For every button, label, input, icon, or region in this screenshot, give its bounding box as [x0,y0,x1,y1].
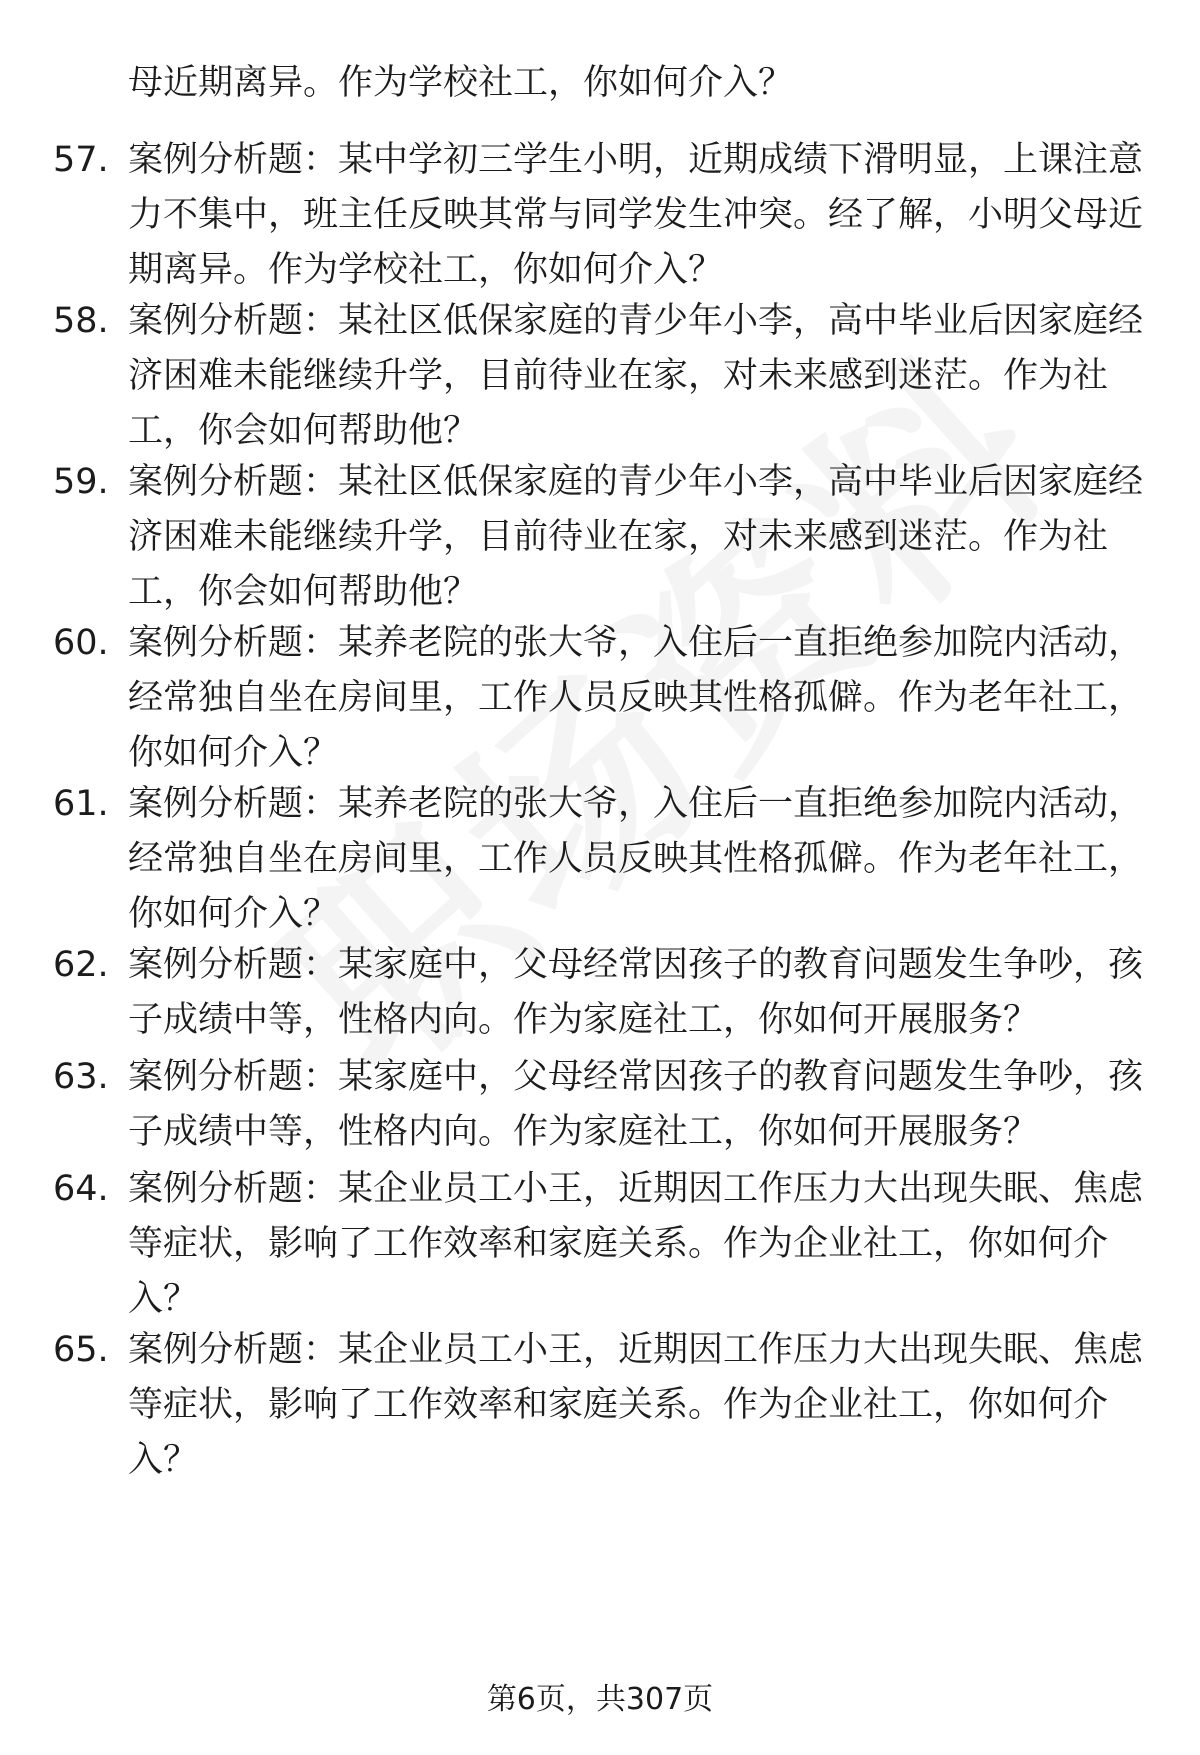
question-number: 63. [53,1057,109,1097]
page-footer: 第6页，共307页 [486,1682,714,1717]
question-text: 案例分析题：某养老院的张大爷，入住后一直拒绝参加院内活动，经常独自坐在房间里，工作人员反映其性格孤僻。作为老年社工，你如何介入？ [128,784,1144,934]
question-text: 案例分析题：某养老院的张大爷，入住后一直拒绝参加院内活动，经常独自坐在房间里，工作人员反映其性格孤僻。作为老年社工，你如何介入？ [128,623,1144,773]
question-text: 案例分析题：某家庭中，父母经常因孩子的教育问题发生争吵，孩子成绩中等，性格内向。作为家庭社工，你如何开展服务？ [128,945,1144,1040]
question-number: 60. [53,623,109,663]
question-text: 案例分析题：某企业员工小王，近期因工作压力大出现失眠、焦虑等症状，影响了工作效率和家庭关系。作为企业社工，你如何介入？ [128,1169,1144,1319]
question-number: 64. [53,1169,109,1209]
question-text: 案例分析题：某社区低保家庭的青少年小李，高中毕业后因家庭经济困难未能继续升学，目前待业在家，对未来感到迷茫。作为社工，你会如何帮助他？ [128,301,1144,451]
question-text: 案例分析题：某社区低保家庭的青少年小李，高中毕业后因家庭经济困难未能继续升学，目前待业在家，对未来感到迷茫。作为社工，你会如何帮助他？ [128,462,1144,612]
question-number: 58. [53,301,109,341]
continuation-text: 母近期离异。作为学校社工，你如何介入？ [128,63,794,103]
question-text: 案例分析题：某企业员工小王，近期因工作压力大出现失眠、焦虑等症状，影响了工作效率和家庭关系。作为企业社工，你如何介入？ [128,1330,1144,1480]
question-number: 62. [53,945,109,985]
question-text: 案例分析题：某家庭中，父母经常因孩子的教育问题发生争吵，孩子成绩中等，性格内向。作为家庭社工，你如何开展服务？ [128,1057,1144,1152]
question-number: 61. [53,784,109,824]
question-number: 57. [53,140,109,180]
question-text: 案例分析题：某中学初三学生小明，近期成绩下滑明显，上课注意力不集中，班主任反映其常与同学发生冲突。经了解，小明父母近期离异。作为学校社工，你如何介入？ [128,140,1144,290]
question-number: 65. [53,1330,109,1370]
question-number: 59. [53,462,109,502]
